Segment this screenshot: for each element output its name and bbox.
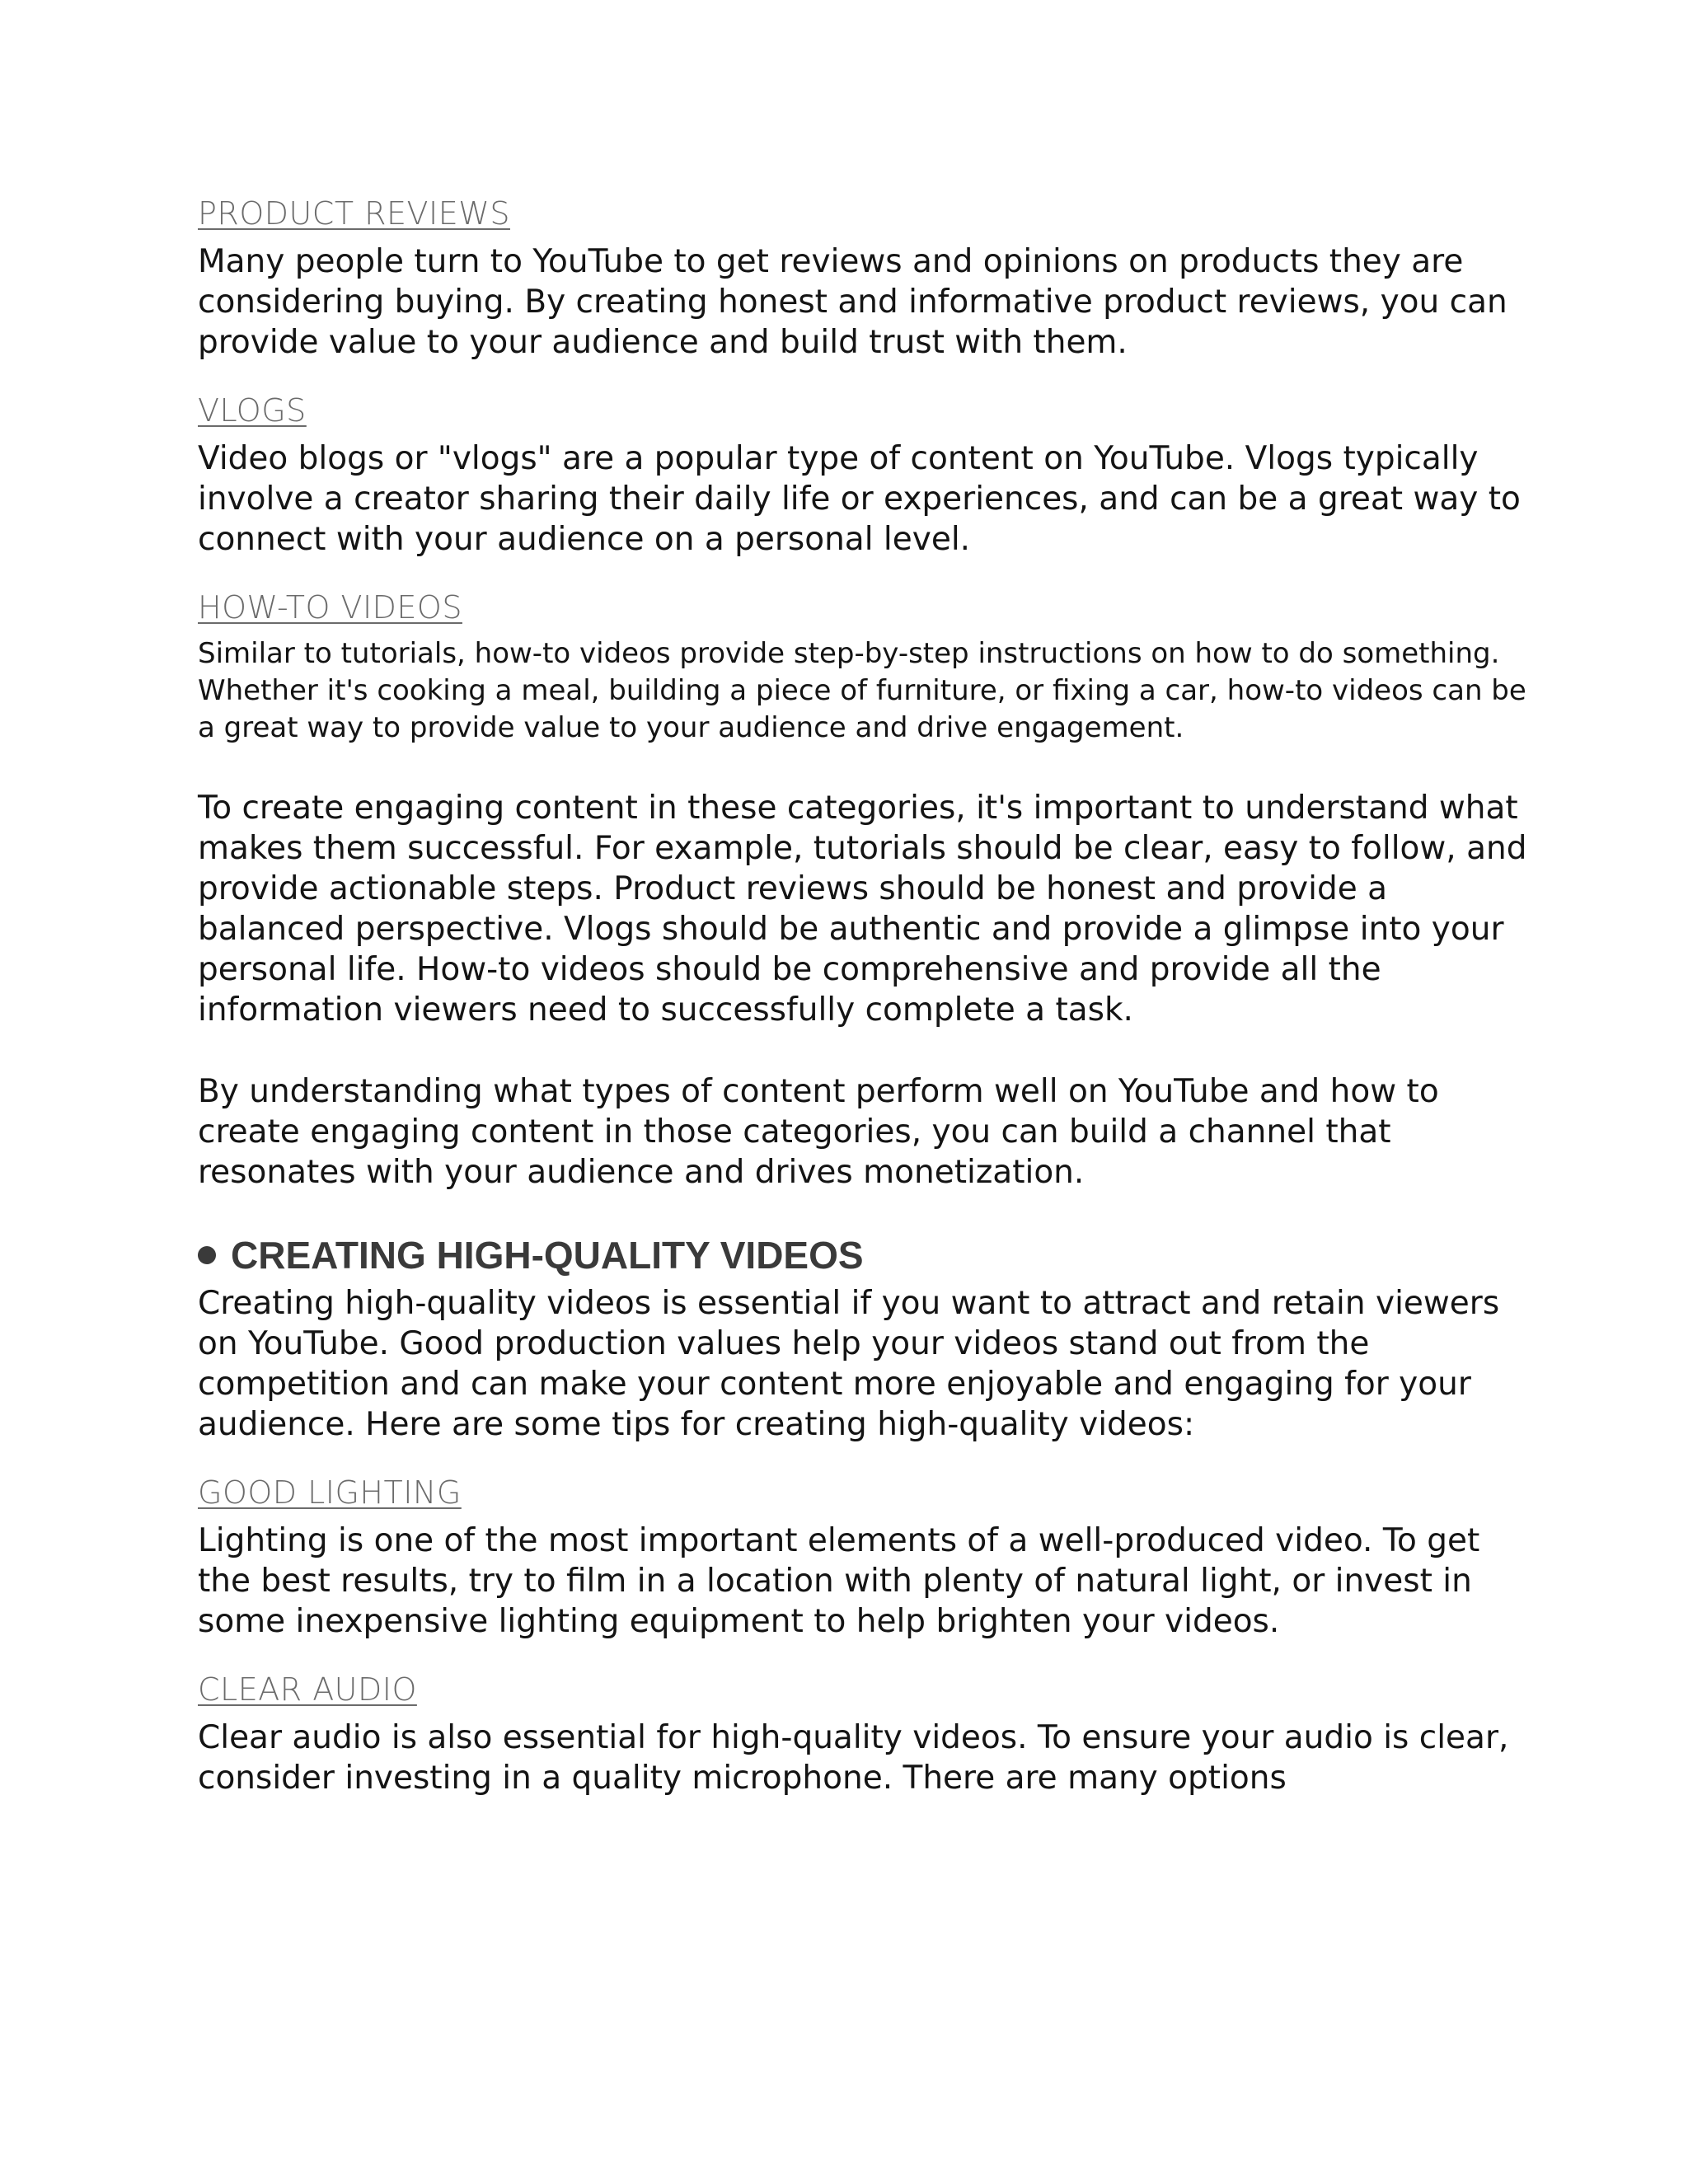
how-to-videos-paragraph: Similar to tutorials, how-to videos provide step-by-step instructions on how to do something. Whether it's cooking a meal, building a piece of furniture, or fixing a car, how-to videos can be a great way to provide value to your audience and drive engagement. bbox=[198, 637, 1526, 744]
clear-audio-paragraph: Clear audio is also essential for high-quality videos. To ensure your audio is clear, consider investing in a quality microphone. There are many options bbox=[198, 1719, 1509, 1797]
good-lighting-paragraph: Lighting is one of the most important elements of a well-produced video. To get the best results, try to film in a location with plenty of natural light, or invest in some inexpensive lighting equipment to help brighten your videos. bbox=[198, 1522, 1480, 1640]
creating-high-quality-videos-title: CREATING HIGH-QUALITY VIDEOS bbox=[231, 1234, 864, 1277]
vlogs-paragraph: Video blogs or "vlogs" are a popular type of content on YouTube. Vlogs typically involve a creator sharing their daily life or experiences, and can be a great way to connect with your audience on a personal level. bbox=[198, 440, 1521, 558]
creating-high-quality-videos-heading bbox=[198, 1232, 1533, 1278]
how-to-videos-heading: HOW-TO VIDEOS bbox=[198, 589, 462, 626]
document-page bbox=[198, 194, 1533, 1798]
creating-high-quality-videos-paragraph: Creating high-quality videos is essential if you want to attract and retain viewers on YouTube. Good production values help your videos stand out from the competition and can make your content more enjoyable and engaging for your audience. Here are some tips for creating high-quality videos: bbox=[198, 1285, 1500, 1443]
good-lighting-heading: GOOD LIGHTING bbox=[198, 1474, 462, 1511]
clear-audio-heading: CLEAR AUDIO bbox=[198, 1671, 417, 1708]
product-reviews-paragraph: Many people turn to YouTube to get reviews and opinions on products they are considering buying. By creating honest and informative product reviews, you can provide value to your audience and build trust with them. bbox=[198, 243, 1507, 361]
product-reviews-heading: PRODUCT REVIEWS bbox=[198, 195, 510, 232]
engaging-content-paragraph: To create engaging content in these categories, it's important to understand what makes them successful. For example, tutorials should be clear, easy to follow, and provide actionable steps. Product reviews should be honest and provide a balanced perspective. Vlogs should be authentic and provide a glimpse into your personal life. How-to videos should be comprehensive and provide all the information viewers need to successfully complete a task. bbox=[198, 790, 1527, 1029]
bullet-icon bbox=[198, 1246, 216, 1264]
vlogs-heading: VLOGS bbox=[198, 392, 307, 429]
understanding-paragraph: By understanding what types of content perform well on YouTube and how to create engaging content in those categories, you can build a channel that resonates with your audience and drives monetization. bbox=[198, 1073, 1439, 1191]
